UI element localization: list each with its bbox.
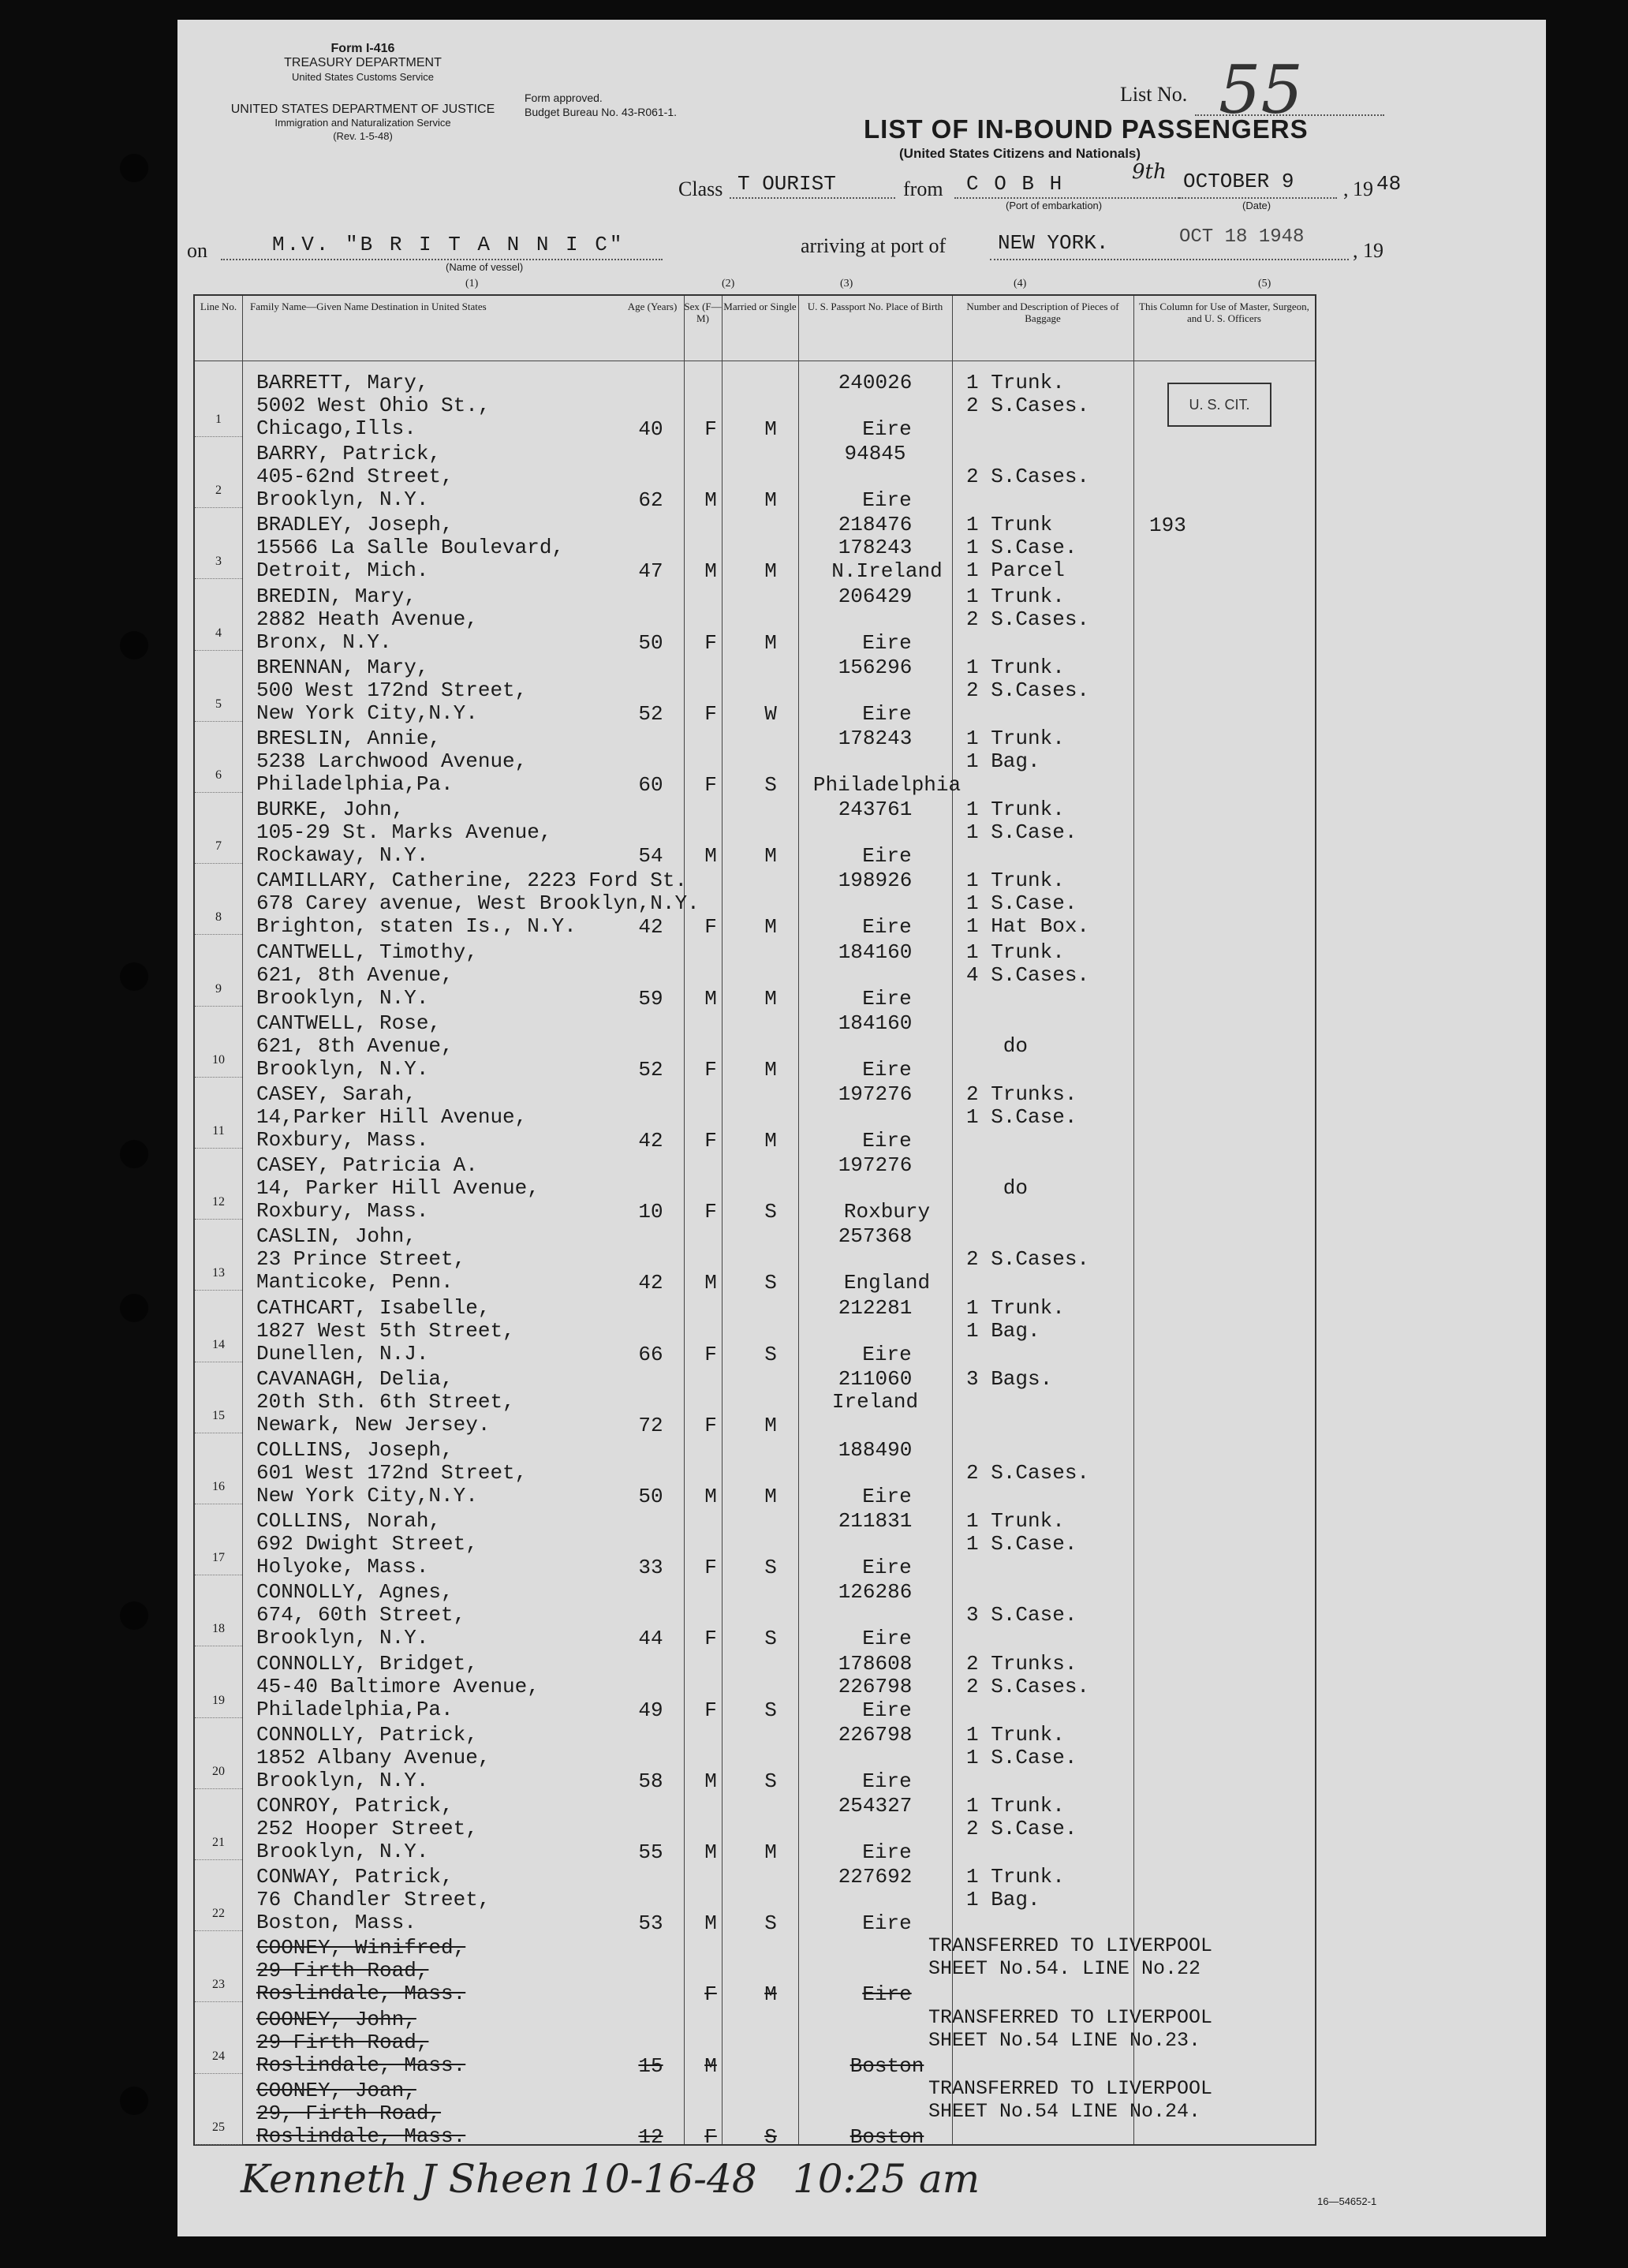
table-row [195,792,1315,869]
passport-number: 188490 [838,1438,913,1462]
passenger-age: 72 [638,1413,663,1437]
place-of-birth: Eire [862,1911,912,1936]
punch-hole [120,631,148,659]
table-row [195,1646,1315,1722]
passenger-name-address: CASLIN, John, 23 Prince Street, Manticoke, Penn. [256,1224,466,1295]
passport-number: 226798 [838,1722,913,1747]
line-number: 12 [212,1195,225,1209]
table-row [195,1859,1315,1936]
passenger-age: 47 [638,559,663,584]
officer-note: 193 [1149,514,1186,538]
passenger-age: 42 [638,915,663,940]
passport-number: 156296 [838,655,913,679]
passenger-sex: F [704,417,717,441]
year-prefix: 19 [1353,177,1373,200]
list-no-value: 55 [1219,51,1303,129]
passenger-name-address: COLLINS, Norah, 692 Dwight Street, Holyoke, Mass. [256,1509,478,1579]
marital-status: M [764,417,777,441]
table-row [195,365,1315,441]
passenger-name-address: BREDIN, Mary, 2882 Heath Avenue, Bronx, N.Y. [256,584,478,654]
marital-status: M [764,915,777,940]
line-number: 8 [215,910,222,925]
passenger-age: 66 [638,1342,663,1366]
line-number: 14 [212,1337,225,1351]
place-of-birth: Eire [862,1769,912,1793]
passport-number: 197276 [838,1082,913,1106]
marital-status: S [764,1698,777,1722]
marital-status: M [764,1485,777,1508]
passenger-sex: F [704,701,717,726]
passport-number: 178608 226798 [838,1651,913,1698]
table-row [195,1504,1315,1580]
punch-hole [120,1140,148,1168]
passport-number: 206429 [838,584,913,608]
table-row [195,1148,1315,1224]
marital-status: S [764,1911,777,1936]
line-number: 19 [212,1693,225,1707]
date-caption: (Date) [1242,200,1271,211]
passenger-sex: M [704,2053,717,2078]
marital-status: S [764,2124,777,2149]
baggage-description: 3 S.Case. [966,1603,1077,1627]
passenger-sex: F [704,1200,717,1224]
table-row [195,1433,1315,1508]
form-block-justice [177,103,548,143]
line-number: 2 [215,484,222,498]
year-value: 48 [1376,172,1402,196]
transfer-note: TRANSFERRED TO LIVERPOOL SHEET No.54 LINE No.23. [928,2005,1213,2052]
passenger-age: 60 [638,773,663,797]
passenger-name-address: CAMILLARY, Catherine, 2223 Ford St. 678 Carey avenue, West Brooklyn,N.Y. Brighton, staten Is., N.Y. [256,869,700,939]
line-number: 1 [215,413,222,426]
place-of-birth: Eire [862,1342,912,1366]
passport-number: 184160 [838,940,913,964]
passenger-sex: F [704,2124,717,2149]
passport-number: 197276 [838,1153,913,1178]
passenger-sex: M [704,1769,717,1793]
form-block-treasury [177,42,548,84]
place-of-birth: Eire [862,1129,912,1153]
marital-status: W [764,701,777,726]
marital-status: S [764,1342,777,1366]
passenger-sex: F [704,915,717,940]
port-caption: (Port of embarkation) [1006,200,1103,211]
place-of-birth: N.Ireland [831,559,943,584]
line-number: 16 [212,1480,225,1493]
table-row [195,863,1315,940]
passenger-sex: F [704,773,717,797]
baggage-description: 1 Trunk. 4 S.Cases. [966,940,1090,987]
place-of-birth: Eire [862,915,912,940]
line-number: 24 [212,2049,225,2063]
passenger-age: 44 [638,1627,663,1651]
document-page [177,20,1546,2236]
passenger-sex: M [704,1485,717,1508]
marital-status: S [764,1200,777,1224]
passenger-age: 40 [638,417,663,441]
baggage-description: 2 S.Cases. [966,465,1090,489]
passenger-age: 15 [638,2053,663,2078]
passenger-sex: M [704,1911,717,1936]
table-row [195,507,1315,584]
passenger-table [193,294,1316,2149]
passenger-age: 52 [638,1057,663,1082]
marital-status: M [764,1982,777,2007]
table-row [195,650,1315,726]
transfer-note: TRANSFERRED TO LIVERPOOL SHEET No.54 LINE No.24. [928,2076,1213,2123]
passenger-age: 58 [638,1769,663,1793]
place-of-birth: Eire [862,1485,912,1508]
line-number: 25 [212,2120,225,2134]
punch-hole [120,1601,148,1630]
arriving-label: arriving at port of [801,234,947,257]
baggage-description: 1 Trunk. 1 S.Case. [966,1722,1077,1769]
passenger-age: 49 [638,1698,663,1722]
arrival-year: , 19 [1353,239,1383,262]
col-line-header: Line No. [200,301,237,312]
marital-status: M [764,559,777,584]
line-number: 13 [212,1266,225,1280]
line-number: 21 [212,1836,225,1849]
passenger-name-address: CONNOLLY, Patrick, 1852 Albany Avenue, Brooklyn, N.Y. [256,1722,491,1792]
dept-treasury: TREASURY DEPARTMENT [284,56,442,69]
baggage-description: 3 Bags. [966,1366,1053,1391]
place-of-birth: Eire [862,488,912,513]
passport-number: 211060 Ireland [831,1366,919,1414]
baggage-description: 1 Trunk. 1 Bag. [966,727,1065,773]
footer-date: 10-16-48 [580,2156,757,2202]
table-row [195,579,1315,655]
passenger-age: 53 [638,1911,663,1936]
col-married-header: Married or Single [723,301,797,312]
marital-status: S [764,1556,777,1580]
list-no-label: List No. [1120,83,1188,106]
passenger-name-address: CONROY, Patrick, 252 Hooper Street, Brooklyn, N.Y. [256,1794,478,1863]
baggage-description: 1 Trunk. 1 S.Case. 1 Hat Box. [966,869,1090,939]
baggage-description: 2 S.Cases. [966,1461,1090,1485]
line-number: 6 [215,768,222,782]
baggage-description: 2 S.Cases. [966,1247,1090,1272]
passenger-sex: F [704,1342,717,1366]
passenger-sex: M [704,986,717,1011]
class-value: T OURIST [737,172,836,196]
passenger-sex: F [704,1982,717,2007]
baggage-description: 1 Trunk 1 S.Case. 1 Parcel [966,513,1077,583]
print-code: 16—54652-1 [1317,2195,1377,2207]
from-label: from [903,177,943,200]
place-of-birth: Philadelphia [812,773,961,797]
table-row [195,1717,1315,1793]
place-of-birth: Eire [862,1982,912,2007]
baggage-description: 2 Trunks. 1 S.Case. [966,1082,1077,1129]
passenger-name-address: CASEY, Patricia A. 14, Parker Hill Avenue, Roxbury, Mass. [256,1153,540,1224]
passport-number: 240026 [838,371,913,394]
passenger-sex: M [704,559,717,584]
passenger-name-address: CANTWELL, Timothy, 621, 8th Avenue, Brooklyn, N.Y. [256,940,478,1010]
line-number: 5 [215,697,222,711]
passport-number: 218476 178243 [838,513,913,560]
vessel-value: M.V. "B R I T A N N I C" [272,233,625,256]
line-number: 7 [215,839,222,854]
passenger-sex: F [704,1627,717,1651]
table-row [195,1219,1315,1295]
passenger-name-address: CANTWELL, Rose, 621, 8th Avenue, Brooklyn, N.Y. [256,1011,454,1081]
passenger-sex: M [704,844,717,869]
class-label: Class [678,177,723,200]
passenger-age: 10 [638,1200,663,1224]
passenger-age: 42 [638,1271,663,1295]
col-sex-header: Sex (F—M) [684,301,722,324]
passenger-age: 54 [638,844,663,869]
place-of-birth: Eire [862,1698,912,1722]
passport-number: 227692 [838,1865,913,1889]
marital-status: S [764,1769,777,1793]
passenger-name-address: BARRY, Patrick, 405-62nd Street, Brooklyn, N.Y. [256,442,454,512]
punch-hole [120,962,148,991]
passport-number: 212281 [838,1295,913,1320]
line-number: 20 [212,1764,225,1778]
table-row [195,2073,1315,2149]
line-number: 10 [212,1052,225,1067]
passenger-name-address: CONWAY, Patrick, 76 Chandler Street, Boston, Mass. [256,1865,491,1935]
passenger-name-address: COONEY, Joan, 29, Firth Road, Roslindale, Mass. [256,2078,466,2148]
passenger-name-address: BRADLEY, Joseph, 15566 La Salle Boulevard, Detroit, Mich. [256,513,565,583]
passenger-age: 50 [638,630,663,655]
passport-number: 257368 [838,1224,913,1249]
line-number: 4 [215,626,222,640]
footer-signature: Kenneth J Sheen [241,2156,573,2202]
table-row [195,935,1315,1011]
line-number: 22 [212,1907,225,1921]
baggage-description: 1 Trunk. 1 S.Case. [966,798,1077,845]
line-number: 15 [212,1408,225,1422]
table-row [195,1575,1315,1651]
passenger-name-address: COLLINS, Joseph, 601 West 172nd Street, New York City,N.Y. [256,1438,528,1508]
colnum-3: (3) [840,278,853,290]
punch-hole [120,1294,148,1322]
dept-treasury-sub: United States Customs Service [292,71,434,83]
place-of-birth: Roxbury [843,1200,931,1224]
col-baggage-header: Number and Description of Pieces of Baggage [966,301,1119,324]
date-comma: , [1343,177,1349,200]
colnum-4: (4) [1014,278,1027,290]
col-officers-header: This Column for Use of Master, Surgeon, and U. S. Officers [1139,301,1309,324]
passenger-name-address: CAVANAGH, Delia, 20th Sth. 6th Street, Newark, New Jersey. [256,1366,515,1437]
line-number: 9 [215,981,222,996]
punch-hole [120,2087,148,2115]
place-of-birth: Eire [862,1057,912,1082]
arrival-stamp: OCT 18 1948 [1179,226,1305,248]
passport-number: 254327 [838,1794,913,1818]
vessel-caption: (Name of vessel) [446,261,524,273]
table-row [195,1362,1315,1437]
dept-justice: UNITED STATES DEPARTMENT OF JUSTICE [230,103,495,116]
row-divider [195,2144,242,2145]
passport-number: 126286 [838,1580,913,1605]
col-passport-header: U. S. Passport No. Place of Birth [807,301,943,312]
passenger-age: 33 [638,1556,663,1580]
line-number: 17 [212,1551,225,1565]
passenger-sex: F [704,1057,717,1082]
us-citizen-stamp: U. S. CIT. [1167,383,1271,427]
line-number: 3 [215,555,222,569]
passenger-sex: F [704,630,717,655]
passenger-sex: F [704,1556,717,1580]
approved-text: Form approved. [525,92,603,104]
baggage-description: 1 Trunk. 2 S.Cases. [966,371,1090,417]
form-id: Form I-416 [330,42,395,55]
passenger-age: 59 [638,986,663,1011]
passenger-sex: M [704,1840,717,1864]
passport-number: 211831 [838,1509,913,1534]
marital-status: M [764,488,777,513]
table-row [195,1930,1315,2007]
passenger-sex: F [704,1129,717,1153]
marital-status: S [764,1271,777,1295]
passenger-name-address: CONNOLLY, Bridget, 45-40 Baltimore Avenue, Philadelphia,Pa. [256,1651,540,1721]
place-of-birth: England [843,1271,931,1295]
footer-time: 10:25 am [793,2156,980,2202]
passport-number: 184160 [838,1011,913,1035]
passenger-name-address: BURKE, John, 105-29 St. Marks Avenue, Rockaway, N.Y. [256,798,552,868]
passenger-age: 55 [638,1840,663,1864]
marital-status: M [764,844,777,869]
table-row [195,436,1315,513]
passport-number: 94845 [844,442,906,466]
form-approval [525,91,706,119]
place-of-birth: Eire [862,630,912,655]
table-row [195,1077,1315,1153]
passenger-sex: F [704,1698,717,1722]
place-of-birth: Boston [849,2053,924,2078]
passenger-sex: M [704,1271,717,1295]
baggage-description: 1 Trunk. 1 Bag. [966,1865,1065,1912]
table-row [195,2002,1315,2078]
baggage-description: 1 Trunk. 2 S.Case. [966,1794,1077,1840]
passport-number: 178243 [838,727,913,750]
baggage-description: 1 Trunk. 2 S.Cases. [966,584,1090,631]
marital-status: M [764,986,777,1011]
place-of-birth: Eire [862,1556,912,1580]
marital-status: M [764,1413,777,1437]
baggage-description: 1 Trunk. 1 S.Case. [966,1509,1077,1556]
dept-justice-sub: Immigration and Naturalization Service [274,117,451,129]
baggage-description: 2 Trunks. 2 S.Cases. [966,1651,1090,1698]
passenger-name-address: BRESLIN, Annie, 5238 Larchwood Avenue, Philadelphia,Pa. [256,727,528,796]
colnum-1: (1) [465,278,479,290]
baggage-description: do [1003,1176,1029,1201]
punch-hole [120,154,148,182]
passenger-name-address: CATHCART, Isabelle, 1827 West 5th Street, Dunellen, N.J. [256,1295,515,1366]
passenger-sex: M [704,488,717,513]
arrival-port: NEW YORK. [998,231,1109,255]
marital-status: M [764,630,777,655]
form-revision: (Rev. 1-5-48) [333,130,393,142]
date-value: OCTOBER 9 [1183,170,1294,193]
line-number: 23 [212,1978,225,1992]
marital-status: S [764,773,777,797]
transfer-note: TRANSFERRED TO LIVERPOOL SHEET No.54. LINE No.22 [928,1934,1213,1981]
budget-text: Budget Bureau No. 43-R061-1. [525,106,678,118]
passenger-name-address: COONEY, John, 29 Firth Road, Roslindale, Mass. [256,2007,466,2077]
from-value: C O B H [966,172,1064,196]
passenger-age: 42 [638,1129,663,1153]
passenger-sex: F [704,1413,717,1437]
table-row [195,1291,1315,1366]
colnum-2: (2) [722,278,735,290]
passport-number: 243761 [838,798,913,822]
marital-status: S [764,1627,777,1651]
on-label: on [187,239,207,262]
passenger-name-address: CASEY, Sarah, 14,Parker Hill Avenue, Roxbury, Mass. [256,1082,528,1152]
place-of-birth: Eire [862,417,912,441]
colnum-5: (5) [1258,278,1271,290]
baggage-description: 1 Trunk. 1 Bag. [966,1295,1065,1343]
place-of-birth: Eire [862,1627,912,1651]
marital-status: M [764,1840,777,1864]
page-title: LIST OF IN-BOUND PASSENGERS [864,114,1309,144]
table-row [195,721,1315,797]
line-number: 18 [212,1622,225,1636]
place-of-birth: Eire [862,701,912,726]
passport-number: 198926 [838,869,913,893]
passenger-age: 52 [638,701,663,726]
baggage-description: 1 Trunk. 2 S.Cases. [966,655,1090,702]
place-of-birth: Eire [862,844,912,869]
page-subtitle: (United States Citizens and Nationals) [899,146,1141,161]
day-mark: 9th [1132,160,1167,184]
passenger-name-address: BRENNAN, Mary, 500 West 172nd Street, New York City,N.Y. [256,655,528,725]
passenger-name-address: CONNOLLY, Agnes, 674, 60th Street, Brooklyn, N.Y. [256,1580,466,1650]
place-of-birth: Eire [862,1840,912,1864]
passenger-age: 62 [638,488,663,513]
baggage-description: do [1003,1033,1029,1058]
place-of-birth: Eire [862,986,912,1011]
passenger-age: 50 [638,1485,663,1508]
col-age-header: Age (Years) [627,301,678,312]
table-row [195,1788,1315,1864]
table-row [195,1006,1315,1082]
passenger-name-address: COONEY, Winifred, 29 Firth Road, Roslindale, Mass. [256,1936,466,2006]
marital-status: M [764,1057,777,1082]
col-name-header: Family Name—Given Name Destination in United States [250,301,487,312]
passenger-age: 12 [638,2124,663,2149]
marital-status: M [764,1129,777,1153]
passenger-name-address: BARRETT, Mary, 5002 West Ohio St., Chicago,Ills. [256,371,491,440]
line-number: 11 [212,1124,225,1138]
place-of-birth: Boston [849,2124,924,2149]
